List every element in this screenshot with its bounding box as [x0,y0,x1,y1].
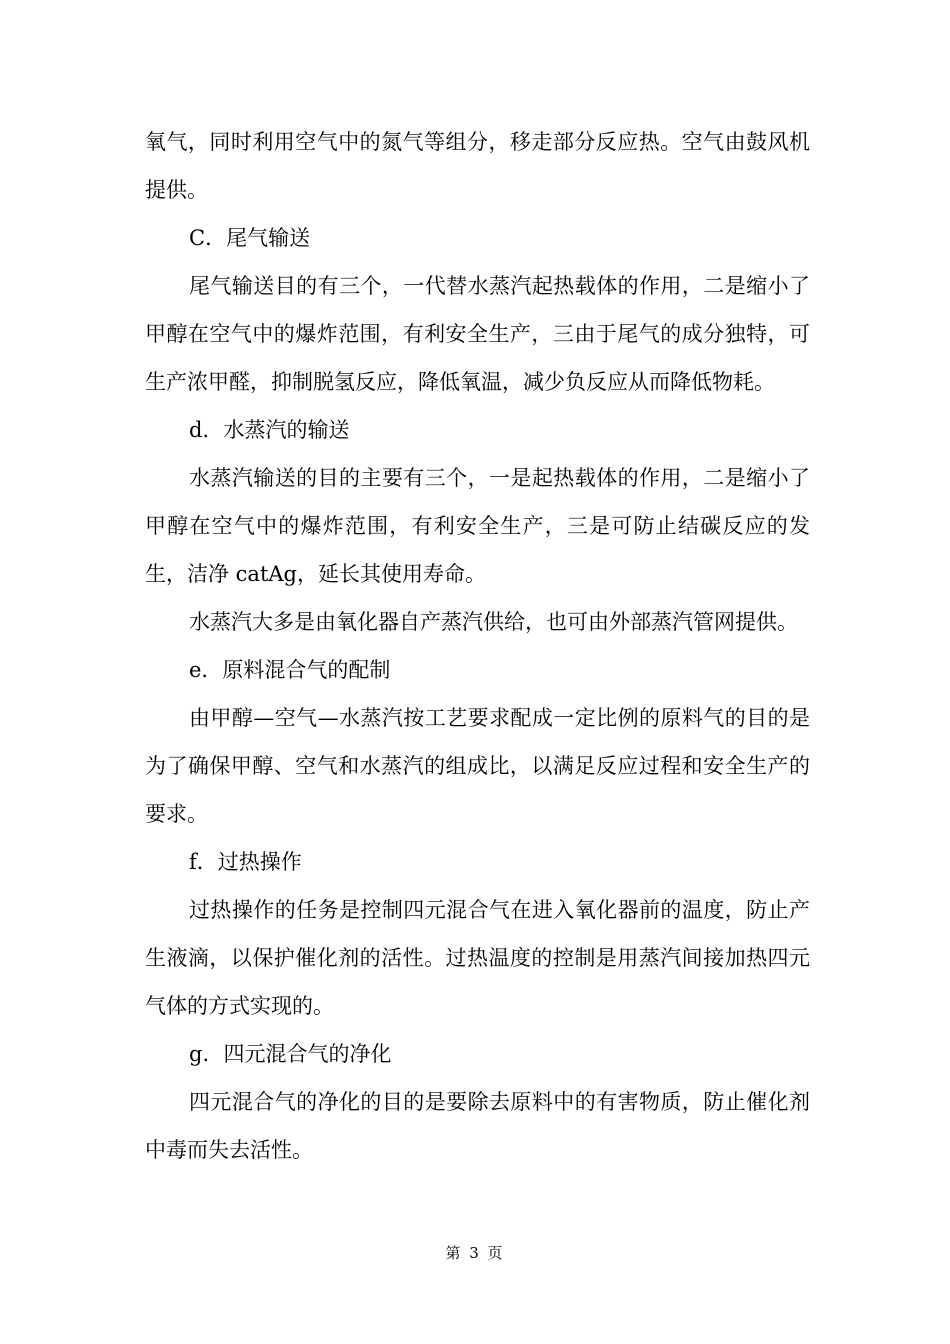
section-heading-e: e．原料混合气的配制 [189,658,391,682]
section-heading-d: d．水蒸汽的输送 [189,418,350,442]
section-heading-f: f．过热操作 [189,850,302,874]
document-body [145,118,810,1174]
paragraph-superheat: 过热操作的任务是控制四元混合气在进入氧化器前的温度，防止产生液滴，以保护催化剂的活性。过热温度的控制是用蒸汽间接加热四元气体的方式实现的。 [145,898,810,1018]
page-number: 第 3 页 [445,1244,505,1262]
paragraph-purification: 四元混合气的净化的目的是要除去原料中的有害物质，防止催化剂中毒而失去活性。 [145,1090,810,1162]
paragraph-steam-supply: 水蒸汽大多是由氧化器自产蒸汽供给，也可由外部蒸汽管网提供。 [189,610,798,634]
paragraph-continued: 氧气，同时利用空气中的氮气等组分，移走部分反应热。空气由鼓风机提供。 [145,130,810,202]
paragraph-tail-gas: 尾气输送目的有三个，一代替水蒸汽起热载体的作用，二是缩小了甲醇在空气中的爆炸范围，有利安全生产，三由于尾气的成分独特，可生产浓甲醛，抑制脱氢反应，降低氧温，减少负反应从而降低物耗。 [145,274,810,394]
paragraph-steam-purpose: 水蒸汽输送的目的主要有三个，一是起热载体的作用，二是缩小了甲醇在空气中的爆炸范围，有利安全生产，三是可防止结碳反应的发生，洁净 catAg，延长其使用寿命。 [145,466,810,586]
paragraph-feed-gas: 由甲醇—空气—水蒸汽按工艺要求配成一定比例的原料气的目的是为了确保甲醇、空气和水蒸汽的组成比，以满足反应过程和安全生产的要求。 [145,706,810,826]
section-heading-c: C．尾气输送 [189,226,311,250]
section-heading-g: g．四元混合气的净化 [189,1042,392,1066]
